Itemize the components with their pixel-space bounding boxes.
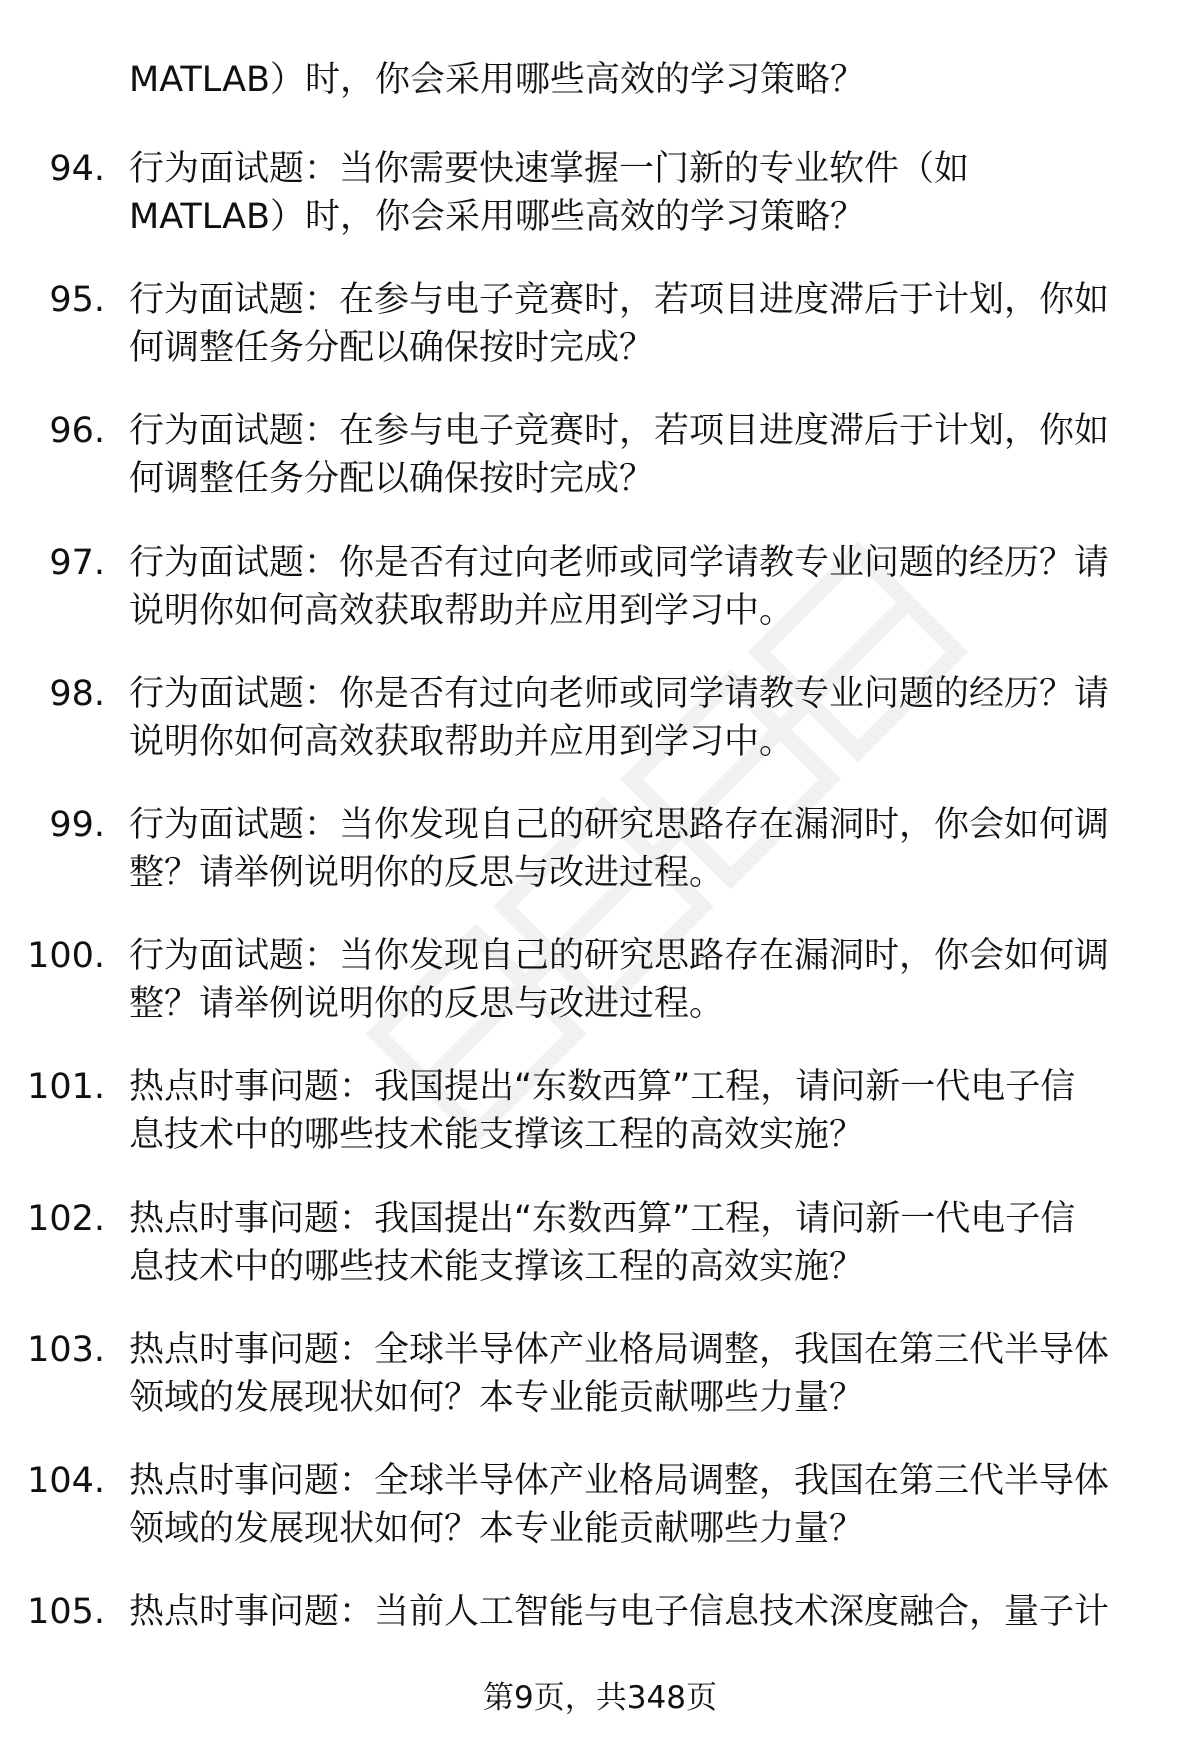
item-number: 105. — [27, 1592, 105, 1632]
item-text-line2: 息技术中的哪些技术能支撑该工程的高效实施？ — [129, 1247, 865, 1287]
item-number: 95. — [49, 280, 105, 320]
item-number: 96. — [49, 411, 105, 451]
item-number: 103. — [27, 1330, 105, 1370]
item-text-line1: 行为面试题：当你发现自己的研究思路存在漏洞时，你会如何调 — [129, 936, 1110, 976]
item-number: 101. — [27, 1067, 105, 1107]
item-text-line1: 热点时事问题：我国提出“东数西算”工程，请问新一代电子信 — [129, 1199, 1076, 1239]
item-text-line2: 领域的发展现状如何？本专业能贡献哪些力量？ — [129, 1509, 865, 1549]
item-number: 100. — [27, 936, 105, 976]
item-number: 104. — [27, 1461, 105, 1501]
item-text-line2: 整？请举例说明你的反思与改进过程。 — [129, 984, 725, 1024]
continuation-line: MATLAB）时，你会采用哪些高效的学习策略？ — [129, 60, 866, 100]
item-text-line2: 领域的发展现状如何？本专业能贡献哪些力量？ — [129, 1378, 865, 1418]
item-text-line1: 行为面试题：在参与电子竞赛时，若项目进度滞后于计划，你如 — [129, 411, 1110, 451]
item-text-line2: MATLAB）时，你会采用哪些高效的学习策略？ — [129, 197, 866, 237]
item-text-line1: 行为面试题：当你需要快速掌握一门新的专业软件（如 — [129, 149, 970, 189]
item-text-line1: 行为面试题：你是否有过向老师或同学请教专业问题的经历？请 — [129, 543, 1110, 583]
item-text-line2: 说明你如何高效获取帮助并应用到学习中。 — [129, 722, 795, 762]
item-text-line2: 何调整任务分配以确保按时完成？ — [129, 328, 655, 368]
item-number: 99. — [49, 805, 105, 845]
item-text-line1: 热点时事问题：全球半导体产业格局调整，我国在第三代半导体 — [129, 1330, 1110, 1370]
item-text-line2: 息技术中的哪些技术能支撑该工程的高效实施？ — [129, 1115, 865, 1155]
item-text-line1: 行为面试题：你是否有过向老师或同学请教专业问题的经历？请 — [129, 674, 1110, 714]
item-number: 94. — [49, 149, 105, 189]
item-text-line1: 行为面试题：当你发现自己的研究思路存在漏洞时，你会如何调 — [129, 805, 1110, 845]
item-number: 102. — [27, 1199, 105, 1239]
item-text-line1: 热点时事问题：全球半导体产业格局调整，我国在第三代半导体 — [129, 1461, 1110, 1501]
item-text-line1: 热点时事问题：我国提出“东数西算”工程，请问新一代电子信 — [129, 1067, 1076, 1107]
item-text-line1: 热点时事问题：当前人工智能与电子信息技术深度融合，量子计 — [129, 1592, 1110, 1632]
item-text-line2: 整？请举例说明你的反思与改进过程。 — [129, 853, 725, 893]
item-text-line2: 说明你如何高效获取帮助并应用到学习中。 — [129, 591, 795, 631]
item-number: 98. — [49, 674, 105, 714]
page-footer: 第9页，共348页 — [483, 1680, 717, 1716]
item-text-line1: 行为面试题：在参与电子竞赛时，若项目进度滞后于计划，你如 — [129, 280, 1110, 320]
item-text-line2: 何调整任务分配以确保按时完成？ — [129, 459, 655, 499]
item-number: 97. — [49, 543, 105, 583]
